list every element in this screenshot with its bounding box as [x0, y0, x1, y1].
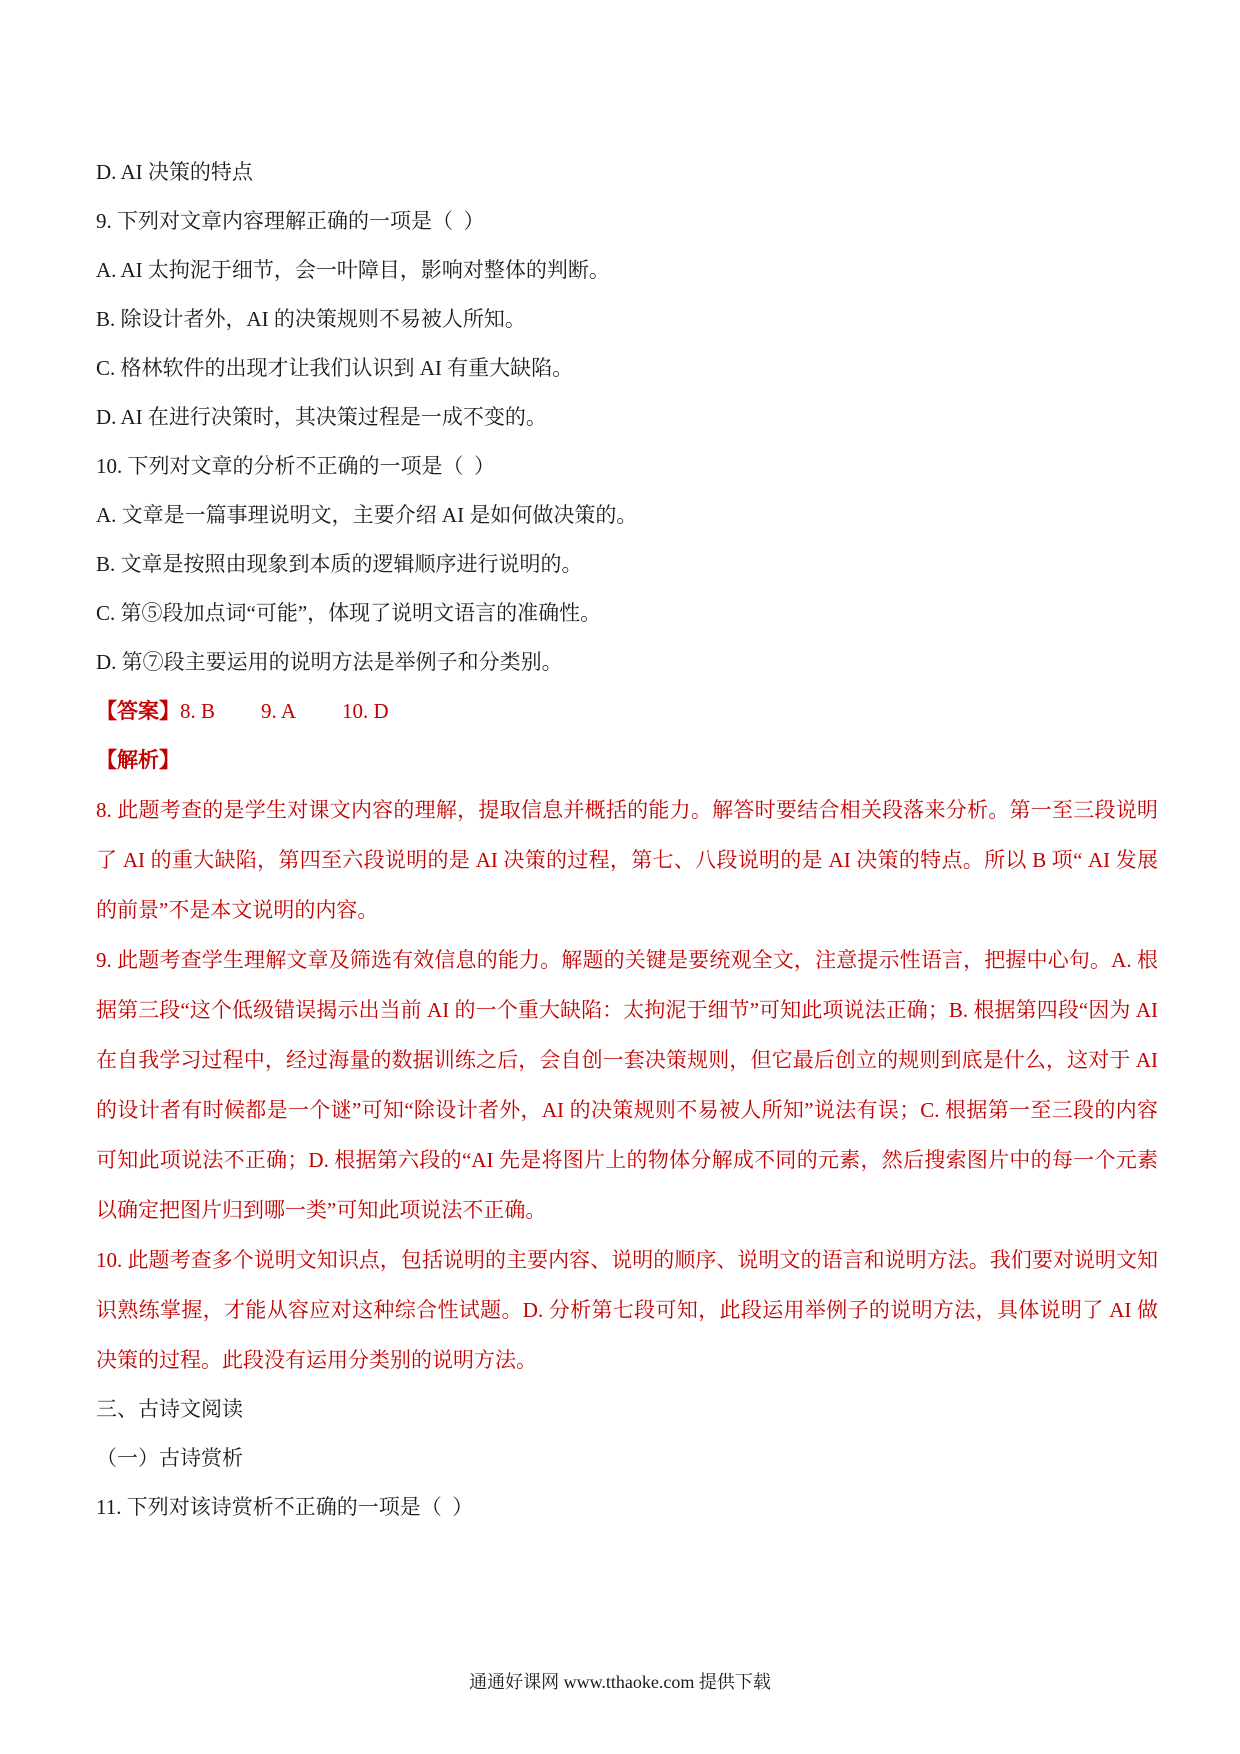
answer-label: 【答案】 — [96, 699, 180, 723]
q8-option-d: D. AI 决策的特点 — [96, 160, 253, 184]
footer-text: 通通好课网 www.tthaoke.com 提供下载 — [469, 1672, 771, 1692]
q10-option-b: B. 文章是按照由现象到本质的逻辑顺序进行说明的。 — [96, 552, 583, 576]
q9-option-a: A. AI 太拘泥于细节，会一叶障目，影响对整体的判断。 — [96, 258, 610, 282]
answer-line — [96, 687, 1158, 736]
q10-option-d: D. 第⑦段主要运用的说明方法是举例子和分类别。 — [96, 650, 563, 674]
page-footer — [0, 1668, 1240, 1694]
analysis-paragraph-10: 10. 此题考查多个说明文知识点，包括说明的主要内容、说明的顺序、说明文的语言和说明方法。我们要对说明文知识熟练掌握，才能从容应对这种综合性试题。D. 分析第七段可知，此段运用举例子的说明方法，具体说明了 AI 做决策的过程。此段没有运用分类别的说明方法。 — [96, 1248, 1158, 1372]
q9-option-d: D. AI 在进行决策时，其决策过程是一成不变的。 — [96, 405, 547, 429]
analysis-label: 【解析】 — [96, 748, 180, 772]
q9-option-c: C. 格林软件的出现才让我们认识到 AI 有重大缺陷。 — [96, 356, 574, 380]
answer-item-8: 8. B — [180, 699, 216, 723]
q11-stem: 11. 下列对该诗赏析不正确的一项是（ ） — [96, 1495, 474, 1519]
analysis-paragraph-9: 9. 此题考查学生理解文章及筛选有效信息的能力。解题的关键是要统观全文，注意提示性语言，把握中心句。A. 根据第三段“这个低级错误揭示出当前 AI 的一个重大缺陷：太拘泥于细节”可知此项说法正确；B. 根据第四段“因为 AI 在自我学习过程中，经过海量的数据训练之后，会自创一套决策规则，但它最后创立的规则到底是什么，这对于 AI 的设计者有时候都是一个谜”可知“除设计者外，AI 的决策规则不易被人所知”说法有误；C. 根据第一至三段的内容可知此项说法不正确；D. 根据第六段的“AI 先是将图片上的物体分解成不同的元素，然后搜索图片中的每一个元素以确定把图片归到哪一类”可知此项说法不正确。 — [96, 948, 1158, 1222]
q10-option-c: C. 第⑤段加点词“可能”，体现了说明文语言的准确性。 — [96, 601, 602, 625]
q9-option-b: B. 除设计者外，AI 的决策规则不易被人所知。 — [96, 307, 526, 331]
q10-option-a: A. 文章是一篇事理说明文，主要介绍 AI 是如何做决策的。 — [96, 503, 638, 527]
q9-stem: 9. 下列对文章内容理解正确的一项是（ ） — [96, 209, 485, 233]
answer-item-10: 10. D — [342, 699, 389, 723]
section-heading: 三、古诗文阅读 — [96, 1397, 243, 1421]
subsection-heading: （一）古诗赏析 — [96, 1446, 243, 1470]
answer-item-9: 9. A — [261, 699, 297, 723]
q10-stem: 10. 下列对文章的分析不正确的一项是（ ） — [96, 454, 495, 478]
exam-content — [96, 148, 1158, 1532]
analysis-paragraph-8: 8. 此题考查的是学生对课文内容的理解，提取信息并概括的能力。解答时要结合相关段落来分析。第一至三段说明了 AI 的重大缺陷，第四至六段说明的是 AI 决策的过程，第七、八段说明的是 AI 决策的特点。所以 B 项“ AI 发展的前景”不是本文说明的内容。 — [96, 798, 1158, 922]
